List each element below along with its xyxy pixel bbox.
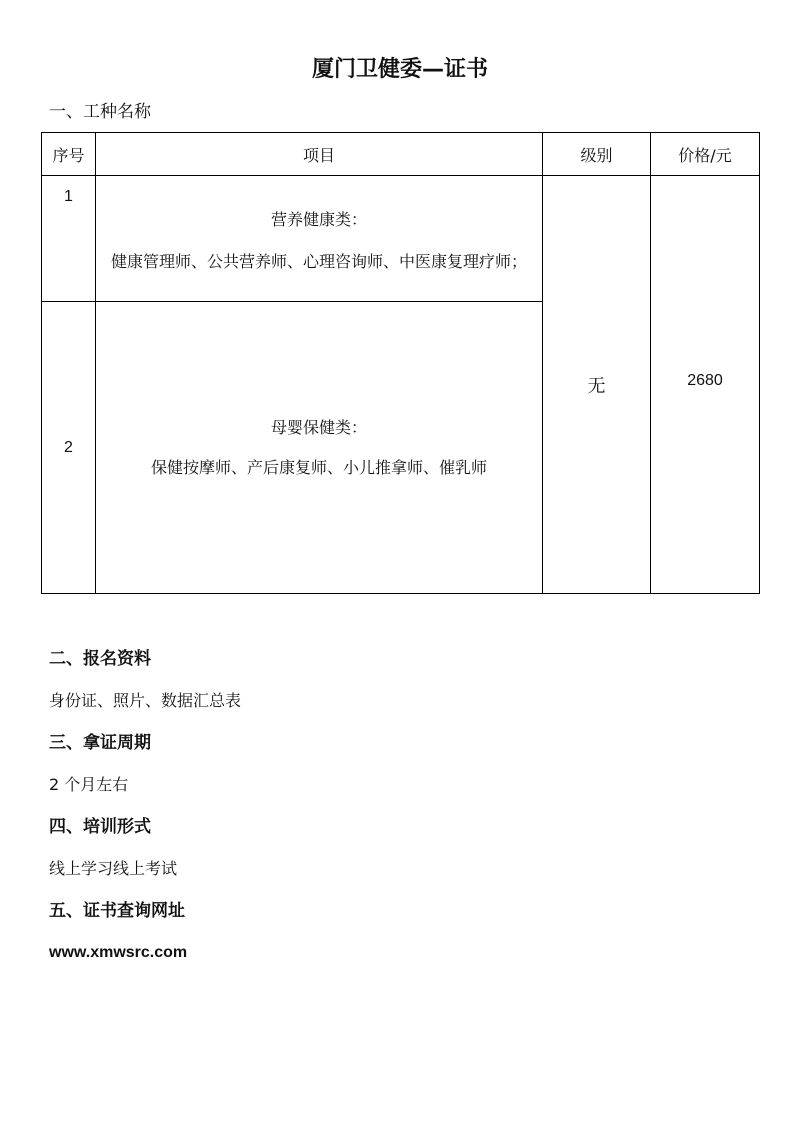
section-heading-training: 四、培训形式	[49, 817, 151, 837]
header-item: 项目	[96, 133, 543, 176]
header-price: 价格/元	[651, 133, 760, 176]
row-items: 保健按摩师、产后康复师、小儿推拿师、催乳师	[150, 457, 487, 477]
section-body-training: 线上学习线上考试	[49, 859, 178, 878]
job-table	[41, 132, 760, 594]
row-item-content	[96, 195, 542, 283]
row-item-cell	[96, 176, 543, 302]
table-header-row	[42, 133, 760, 176]
document-title: 厦门卫健委—证书	[311, 57, 488, 82]
row-category: 营养健康类：	[270, 209, 367, 229]
table-row	[42, 176, 760, 302]
section-body-cycle: 2 个月左右	[49, 775, 129, 794]
section-heading-job-names: 一、工种名称	[49, 102, 151, 122]
row-item-cell	[96, 302, 543, 594]
section-heading-materials: 二、报名资料	[49, 649, 151, 669]
section-body-materials: 身份证、照片、数据汇总表	[49, 691, 242, 710]
query-url-link[interactable]: www.xmwsrc.com	[49, 944, 188, 961]
header-level: 级别	[543, 133, 651, 176]
section-heading-query-url: 五、证书查询网址	[49, 901, 185, 921]
row-items: 健康管理师、公共营养师、心理咨询师、中医康复理疗师；	[110, 251, 527, 271]
price-cell: 2680	[651, 176, 760, 594]
level-cell: 无	[543, 176, 651, 594]
row-index: 2	[42, 302, 96, 594]
row-item-content	[96, 408, 542, 488]
section-heading-cycle: 三、拿证周期	[49, 733, 151, 753]
row-category: 母婴保健类：	[270, 417, 367, 437]
header-index: 序号	[42, 133, 96, 176]
row-index: 1	[42, 176, 96, 302]
